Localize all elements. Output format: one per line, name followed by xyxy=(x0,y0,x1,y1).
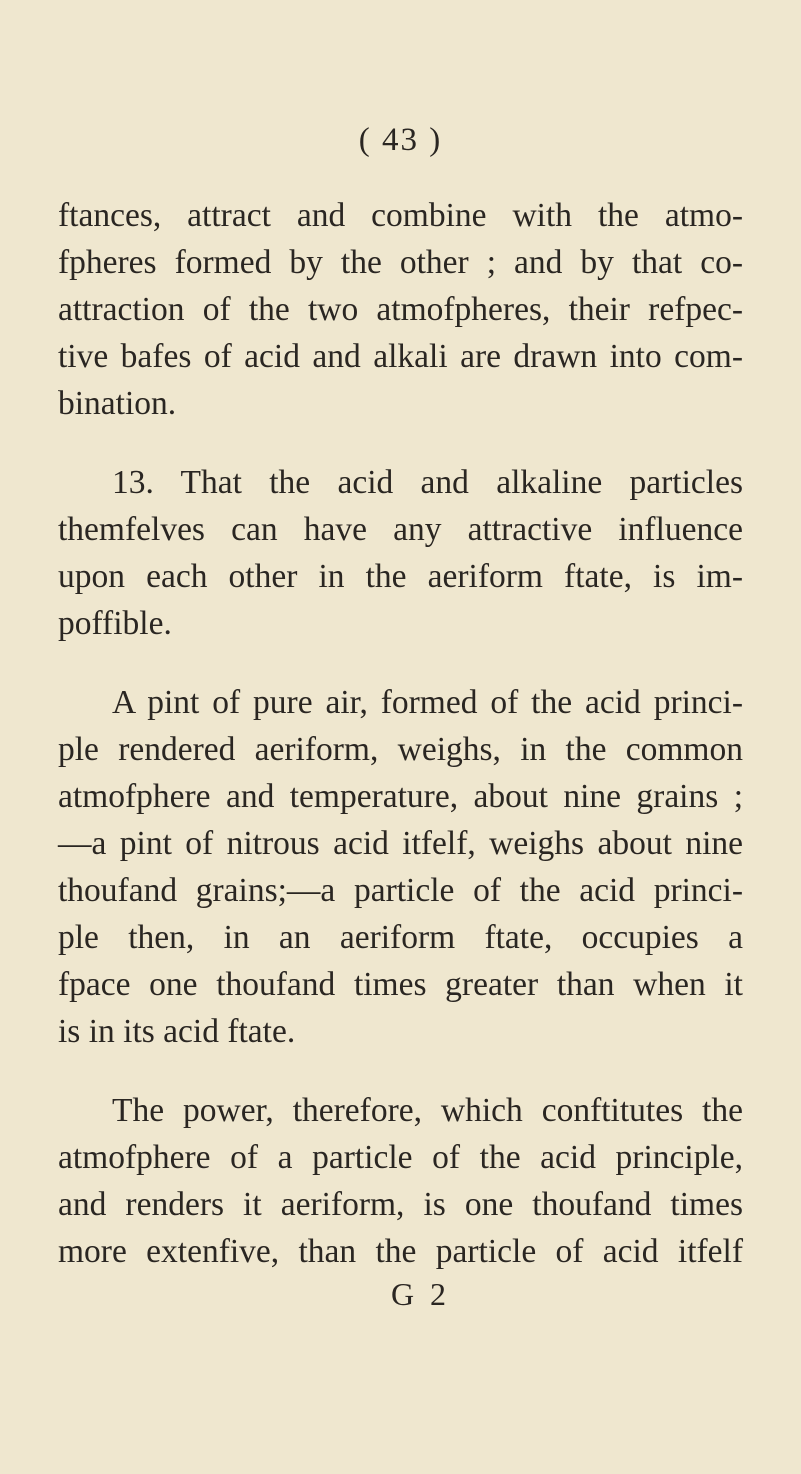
text-line: ple rendered aeriform, weighs, in the common xyxy=(58,731,743,768)
text-line: is in its acid ftate. xyxy=(58,1013,296,1050)
text-line: thoufand grains;—a particle of the acid princi- xyxy=(58,872,743,909)
text-line: fpace one thoufand times greater than when it xyxy=(58,966,743,1003)
text-line: themfelves can have any attractive influence xyxy=(58,511,743,548)
text-line: atmofphere of a particle of the acid principle, xyxy=(58,1139,743,1176)
text-line: A pint of pure air, formed of the acid princi- xyxy=(112,684,743,721)
text-line: and renders it aeriform, is one thoufand times xyxy=(58,1186,743,1223)
text-line: bination. xyxy=(58,385,177,422)
text-line: fpheres formed by the other ; and by that co- xyxy=(58,244,743,281)
text-line: The power, therefore, which conftitutes the xyxy=(112,1092,743,1129)
text-line: attraction of the two atmofpheres, their refpec- xyxy=(58,291,743,328)
text-line: atmofphere and temperature, about nine grains ; xyxy=(58,778,743,815)
text-line: more extenfive, than the particle of acid itfelf xyxy=(58,1233,743,1270)
text-line: poffible. xyxy=(58,605,172,642)
text-line: —a pint of nitrous acid itfelf, weighs about nine xyxy=(58,825,743,862)
text-line: upon each other in the aeriform ftate, is im- xyxy=(58,558,743,595)
text-line: 13. That the acid and alkaline particles xyxy=(112,464,743,501)
text-line: ftances, attract and combine with the atmo- xyxy=(58,197,743,234)
text-line: tive bafes of acid and alkali are drawn into com- xyxy=(58,338,743,375)
text-line: ple then, in an aeriform ftate, occupies a xyxy=(58,919,743,956)
signature-mark: G 2 xyxy=(390,1276,451,1312)
page-number-header: ( 43 ) xyxy=(358,122,443,158)
